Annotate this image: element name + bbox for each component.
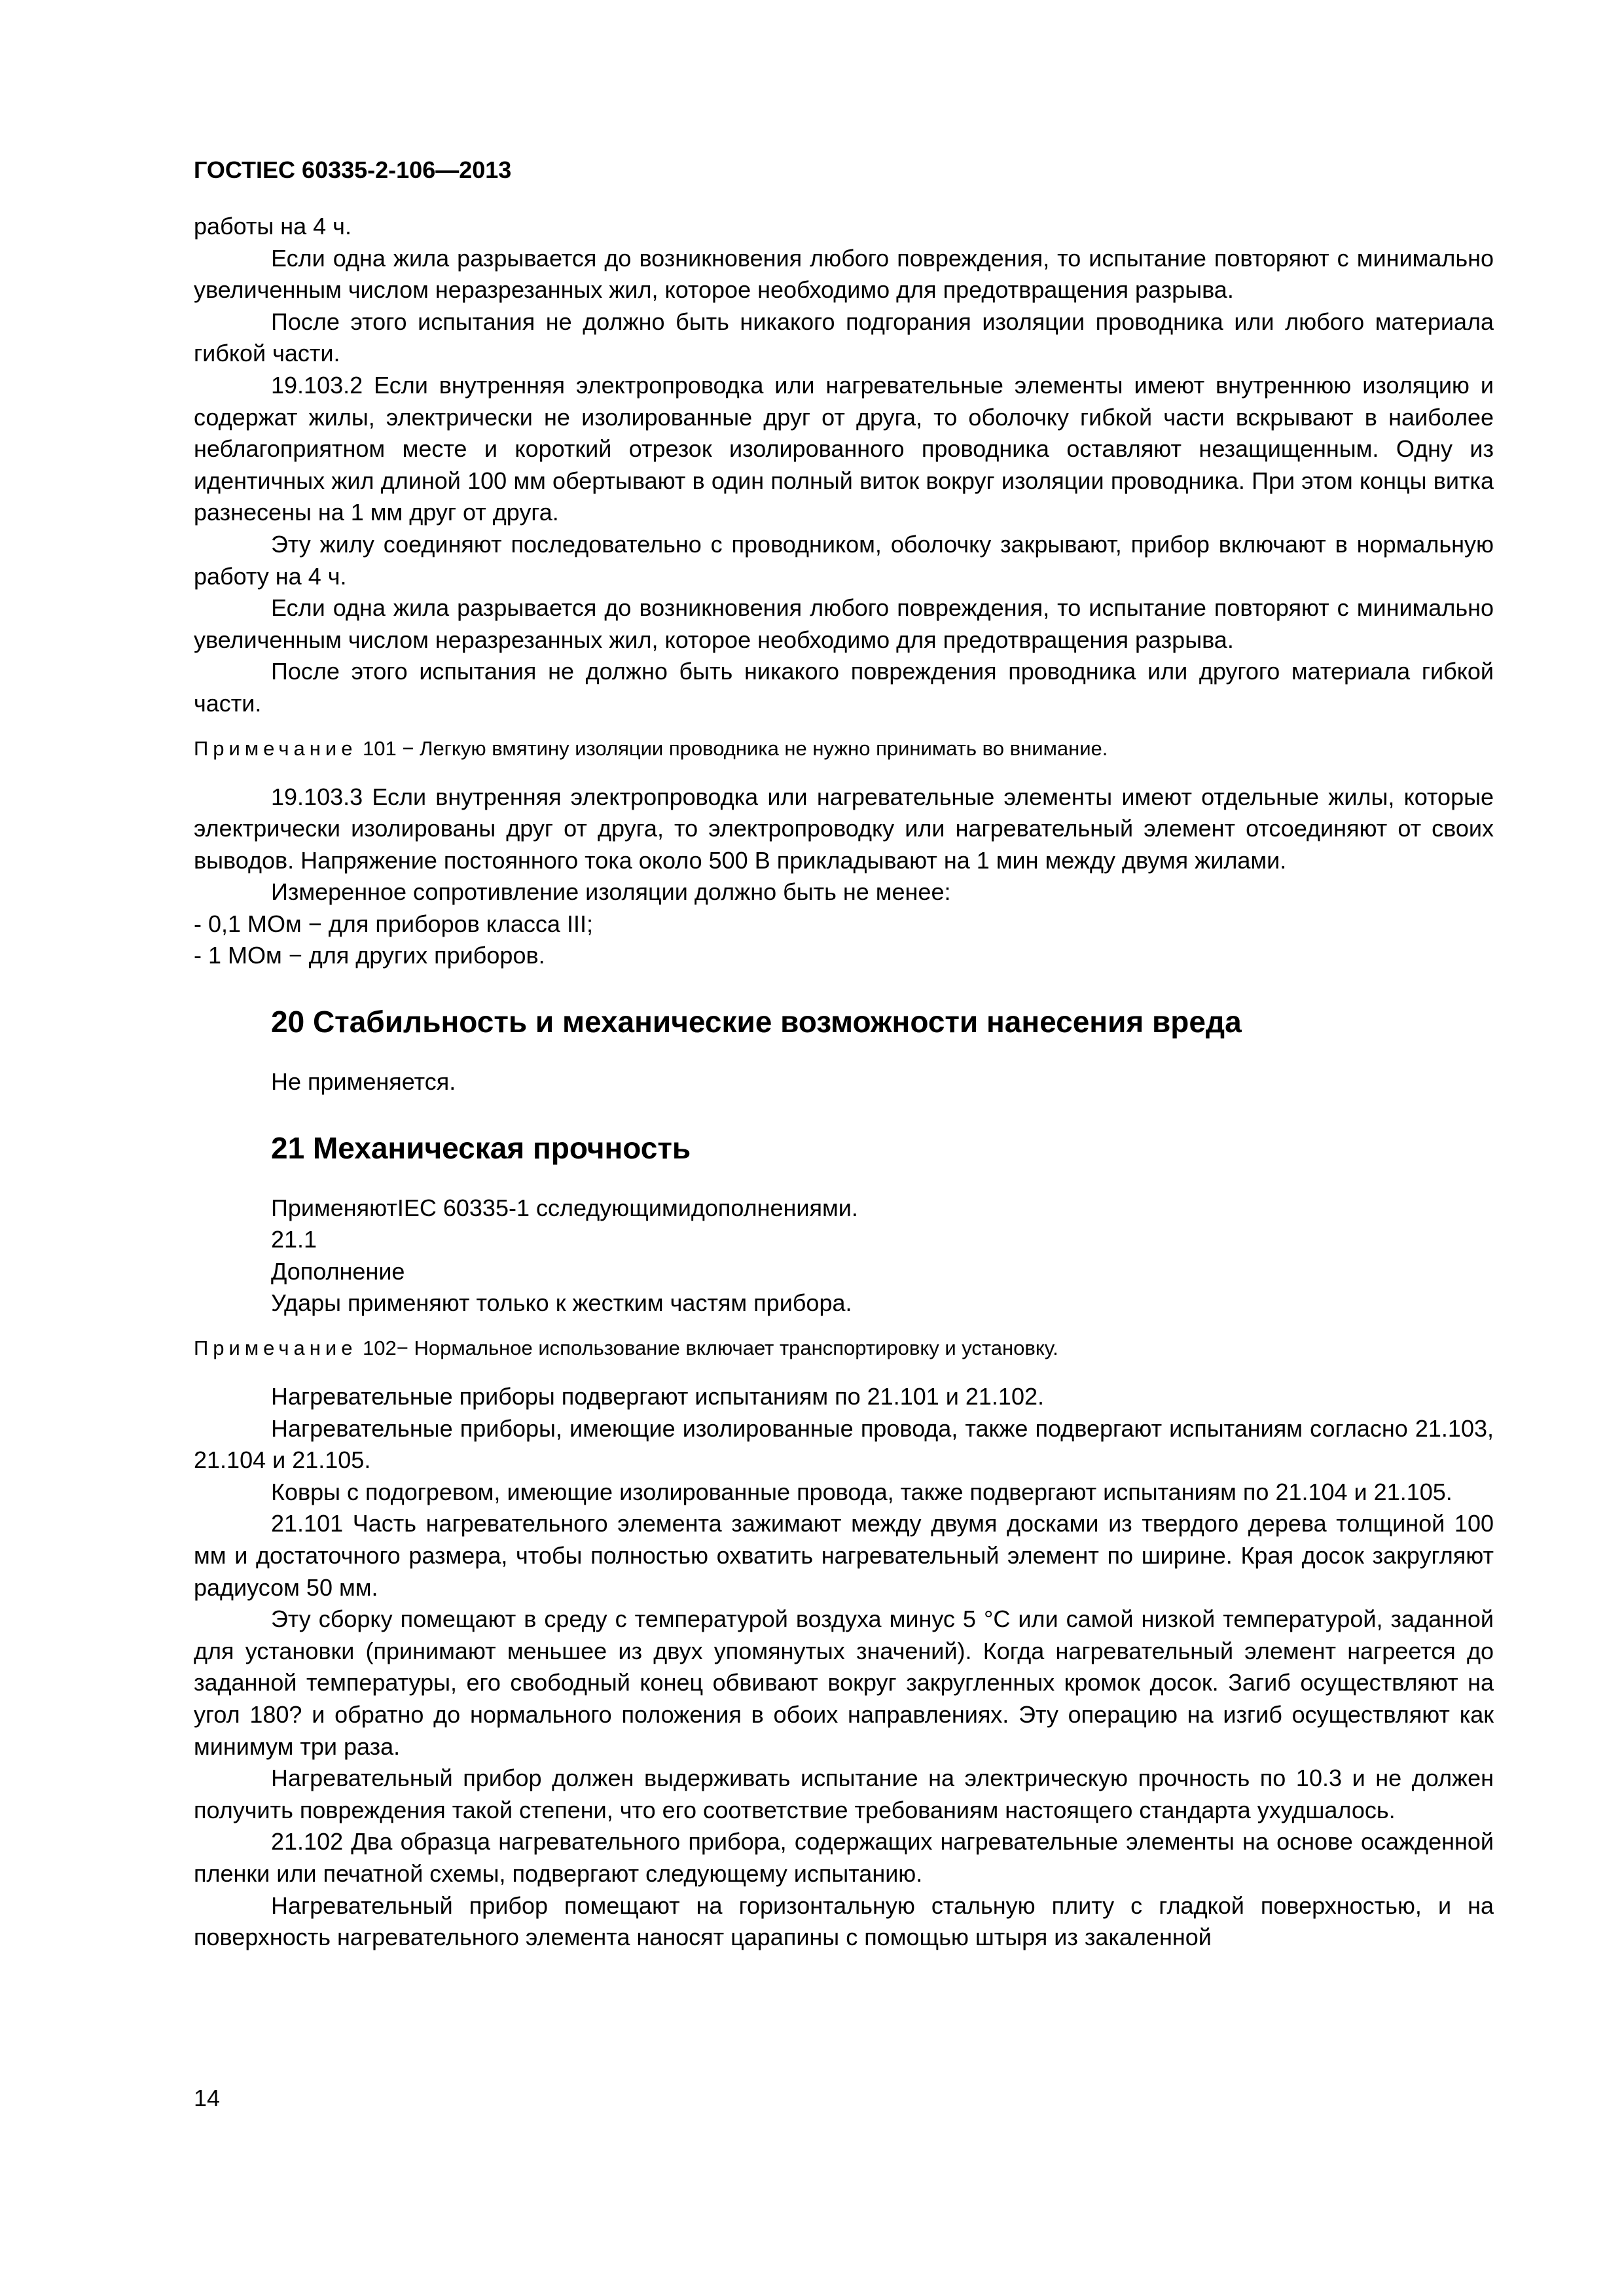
note-label: Примечание bbox=[194, 736, 357, 760]
paragraph: ПрименяютIEC 60335-1 сследующимидополнениями. bbox=[271, 1194, 858, 1221]
paragraph: работы на 4 ч. bbox=[194, 213, 352, 240]
paragraph: Нагревательные приборы, имеющие изолированные провода, также подвергают испытаниям согласно 21.103, 21.104 и 21.105. bbox=[194, 1414, 1494, 1474]
note-label: Примечание bbox=[194, 1336, 357, 1360]
note bbox=[194, 734, 1494, 763]
paragraph: Нагревательный прибор помещают на горизонтальную стальную плиту с гладкой поверхностью, и на поверхность нагревательного элемента наносят царапины с помощью штыря из закаленной bbox=[194, 1892, 1494, 1951]
document-body bbox=[194, 211, 1494, 1954]
section-heading: 20 Стабильность и механические возможности нанесения вреда bbox=[271, 1005, 1242, 1039]
note-text: 101 − Легкую вмятину изоляции проводника не нужно принимать во внимание. bbox=[357, 736, 1108, 760]
paragraph: 21.102 Два образца нагревательного прибора, содержащих нагревательные элементы на основе осажденной пленки или печатной схемы, подвергают следующему испытанию. bbox=[194, 1828, 1494, 1887]
note bbox=[194, 1334, 1494, 1363]
paragraph: После этого испытания не должно быть никакого подгорания изоляции проводника или любого материала гибкой части. bbox=[194, 308, 1494, 367]
page-number: 14 bbox=[194, 2085, 221, 2111]
paragraph: Ковры с подогревом, имеющие изолированные провода, также подвергают испытаниям по 21.104 и 21.105. bbox=[271, 1478, 1453, 1505]
paragraph: Измеренное сопротивление изоляции должно быть не менее: bbox=[271, 878, 951, 906]
section-heading: 21 Механическая прочность bbox=[271, 1130, 691, 1165]
document-header: ГОСТIEC 60335-2-106—2013 bbox=[194, 156, 512, 183]
paragraph: Нагревательные приборы подвергают испытаниям по 21.101 и 21.102. bbox=[271, 1383, 1044, 1410]
paragraph: Эту сборку помещают в среду с температурой воздуха минус 5 °С или самой низкой температурой, заданной для установки (принимают меньшее из двух упомянутых значений). Когда нагревательный элемент нагреется до заданной температуры, его свободный конец обвивают вокруг закругленных кромок досок. Загиб осуществляют на угол 180? и обратно до нормального положения в обоих направлениях. Эту операцию на изгиб осуществляют как минимум три раза. bbox=[194, 1605, 1494, 1760]
paragraph: Не применяется. bbox=[271, 1068, 456, 1096]
paragraph: Дополнение bbox=[271, 1257, 405, 1285]
list-item: - 1 МОм − для других приборов. bbox=[194, 942, 545, 969]
paragraph: Если одна жила разрывается до возникновения любого повреждения, то испытание повторяют с минимально увеличенным числом неразрезанных жил, которое необходимо для предотвращения разрыва. bbox=[194, 594, 1494, 653]
paragraph: Эту жилу соединяют последовательно с проводником, оболочку закрывают, прибор включают в нормальную работу на 4 ч. bbox=[194, 530, 1494, 590]
paragraph: Удары применяют только к жестким частям прибора. bbox=[271, 1289, 852, 1317]
paragraph: 19.103.2 Если внутренняя электропроводка или нагревательные элементы имеют внутреннюю изоляцию и содержат жилы, электрически не изолированные друг от друга, то оболочку гибкой части вскрывают в наиболее неблагоприятном месте и короткий отрезок изолированного проводника оставляют незащищенным. Одну из идентичных жил длиной 100 мм обертывают в один полный виток вокруг изоляции проводника. При этом концы витка разнесены на 1 мм друг от друга. bbox=[194, 371, 1494, 526]
paragraph: Нагревательный прибор должен выдерживать испытание на электрическую прочность по 10.3 и не должен получить повреждения такой степени, что его соответствие требованиям настоящего стандарта ухудшалось. bbox=[194, 1765, 1494, 1823]
paragraph: 21.101 Часть нагревательного элемента зажимают между двумя досками из твердого дерева толщиной 100 мм и достаточного размера, чтобы полностью охватить нагревательный элемент по ширине. Края досок закругляют радиусом 50 мм. bbox=[194, 1510, 1494, 1601]
paragraph: Если одна жила разрывается до возникновения любого повреждения, то испытание повторяют с минимально увеличенным числом неразрезанных жил, которое необходимо для предотвращения разрыва. bbox=[194, 244, 1494, 304]
note-text: 102− Нормальное использование включает транспортировку и установку. bbox=[357, 1336, 1058, 1360]
paragraph: 19.103.3 Если внутренняя электропроводка или нагревательные элементы имеют отдельные жилы, которые электрически изолированы друг от друга, то электропроводку или нагревательный элемент отсоединяют от своих выводов. Напряжение постоянного тока около 500 В прикладывают на 1 мин между двумя жилами. bbox=[194, 783, 1494, 874]
paragraph: После этого испытания не должно быть никакого повреждения проводника или другого материала гибкой части. bbox=[194, 658, 1494, 717]
list-item: - 0,1 МОм − для приборов класса III; bbox=[194, 910, 593, 937]
paragraph: 21.1 bbox=[271, 1226, 317, 1253]
